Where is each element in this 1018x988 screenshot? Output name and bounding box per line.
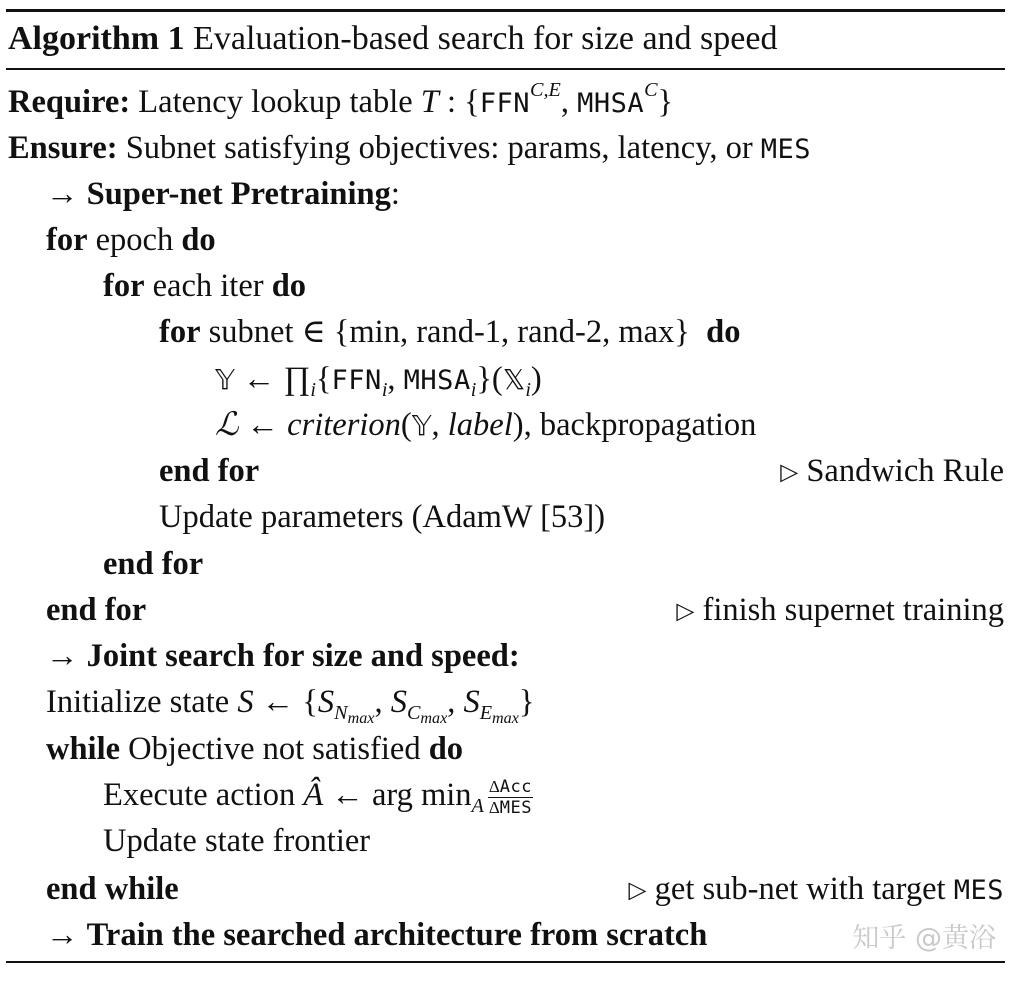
for-subnet-line: for subnet ∈ {min, rand-1, rand-2, max} do [159,314,741,350]
require-label: Require: [8,84,131,120]
ensure-line: Ensure: Subnet satisfying objectives: params, latency, or MES [8,130,812,166]
end-for-iter-line: end for [103,546,204,582]
title-rule [6,68,1005,70]
section-supernet-pretraining: → Super-net Pretraining: [46,176,400,212]
comment-get-subnet: ▷ get sub-net with target MES [628,871,1004,907]
initialize-state-line: Initialize state S ← {$S_{N_{max}}$, $S_{C_{max}}$, $S_{E_{max}}$} [46,684,535,728]
ensure-label: Ensure: [8,130,118,166]
end-for-subnet-line: end for ▷ Sandwich Rule [0,448,1018,494]
require-line: Require: Latency lookup table T : {$FFN^{C,E}$, $MHSA^C$} [8,78,674,120]
end-for-epoch-line: end for ▷ finish supernet training [0,587,1018,633]
for-iter-line: for each iter do [103,268,307,304]
comment-triangle-icon: ▷ [628,877,647,904]
top-rule [6,9,1005,12]
while-line: while Objective not satisfied do [46,731,464,767]
algorithm-label: Algorithm 1 [8,20,185,57]
loss-line: ℒ ← criterion(𝕐, label), backpropagation [215,407,757,443]
section-joint-search: → Joint search for size and speed: [46,638,520,674]
forward-pass-line: 𝕐 ← $\prod_i\{FFN_i$, $MHSA_i\}(𝕏_i)$ [215,361,542,402]
update-state-line: Update state frontier [103,823,371,859]
section-train-from-scratch: → Train the searched architecture from scratch [46,917,708,953]
comment-triangle-icon: ▷ [676,598,695,625]
algorithm-title [0,16,1018,62]
update-parameters-line: Update parameters (AdamW [53]) [159,499,606,535]
end-while-line: end while ▷ get sub-net with target MES [0,866,1018,912]
comment-triangle-icon: ▷ [780,459,799,486]
algorithm-title-text: Evaluation-based search for size and speed [193,20,778,57]
watermark: 知乎 @黄浴 [852,923,996,954]
for-epoch-line: for epoch do [46,222,216,258]
comment-finish-supernet: ▷ finish supernet training [676,592,1004,628]
comment-sandwich-rule: ▷ Sandwich Rule [780,453,1004,489]
delta-fraction: $\frac{\text{ΔAcc}}{\text{ΔMES}}$ [488,777,533,819]
execute-action-line: Execute action Â ← arg $\min_A$ $\frac{\text{ΔAcc}}{\text{ΔMES}}$ [103,777,533,819]
bottom-rule [6,961,1005,963]
